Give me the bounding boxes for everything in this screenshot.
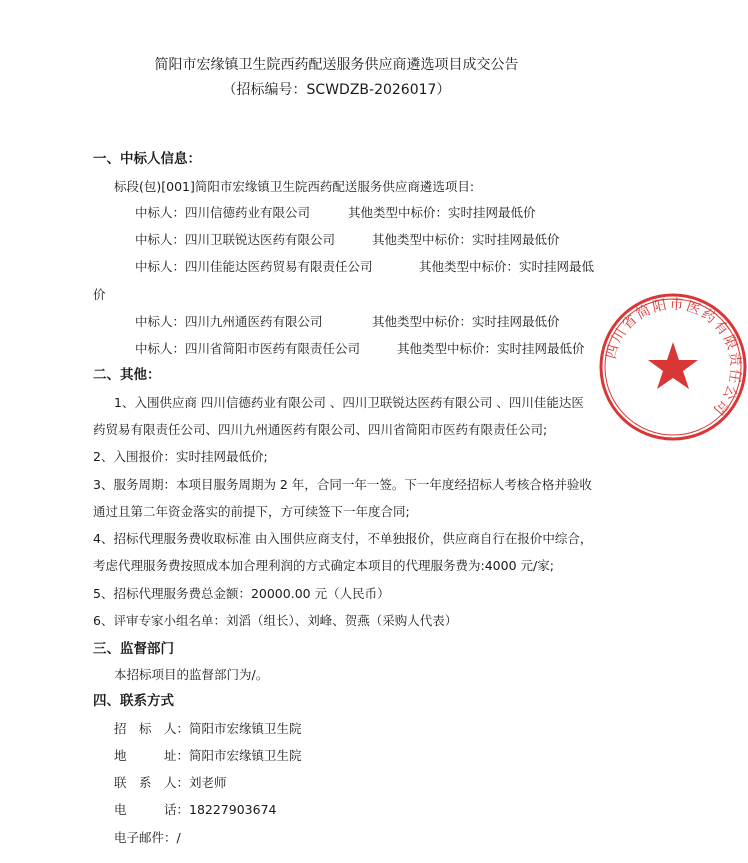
section-heading-winners: 一、中标人信息： — [93, 151, 201, 167]
contact-row: 电子邮件：/ — [114, 830, 181, 845]
contact-row: 联 系 人：刘老师 — [114, 775, 227, 790]
winner-name: 中标人：四川省简阳市医药有限责任公司 — [135, 341, 361, 356]
winner-name: 中标人：四川卫联锐达医药有限公司 — [135, 232, 336, 247]
contact-row: 地 址：简阳市宏缘镇卫生院 — [114, 748, 302, 763]
contact-row: 电 话：18227903674 — [114, 802, 277, 817]
paragraph: 通过且第二年资金落实的前提下，方可续签下一年度合同; — [93, 504, 410, 519]
tender-number: （招标编号：SCWDZB-2026017） — [222, 82, 451, 98]
paragraph: 2、入围报价：实时挂网最低价; — [93, 449, 268, 464]
paragraph: 3、服务周期：本项目服务周期为 2 年，合同一年一签。下一年度经招标人考核合格并验收 — [93, 477, 592, 492]
paragraph: 4、招标代理服务费收取标准 由入围供应商支付，不单独报价，供应商自行在报价中综合， — [93, 531, 593, 546]
seal-text: 四川省简阳市医药有限责任公司 — [603, 296, 744, 419]
winner-price: 其他类型中标价：实时挂网最低价 — [397, 341, 585, 356]
paragraph: 考虑代理服务费按照成本加合理利润的方式确定本项目的代理服务费为:4000 元/家; — [93, 558, 554, 573]
paragraph: 6、评审专家小组名单：刘滔（组长）、刘峰、贺燕（采购人代表） — [93, 613, 458, 628]
winner-name: 中标人：四川九州通医药有限公司 — [135, 314, 323, 329]
winner-price: 其他类型中标价：实时挂网最低 — [419, 259, 595, 274]
section-heading-other: 二、其他： — [93, 367, 161, 383]
page-title: 简阳市宏缘镇卫生院西药配送服务供应商遴选项目成交公告 — [154, 57, 519, 73]
supervision-text: 本招标项目的监督部门为/。 — [114, 667, 269, 682]
paragraph: 药贸易有限责任公司、四川九州通医药有限公司、四川省简阳市医药有限责任公司; — [93, 422, 548, 437]
winner-price: 其他类型中标价：实时挂网最低价 — [372, 314, 560, 329]
winner-price: 其他类型中标价：实时挂网最低价 — [348, 205, 536, 220]
lot-description: 标段(包)[001]简阳市宏缘镇卫生院西药配送服务供应商遴选项目: — [114, 179, 475, 194]
paragraph: 5、招标代理服务费总金额：20000.00 元（人民币） — [93, 586, 390, 601]
section-heading-contact: 四、联系方式 — [93, 693, 174, 709]
contact-row: 招 标 人：简阳市宏缘镇卫生院 — [114, 721, 302, 736]
section-heading-supervision: 三、监督部门 — [93, 641, 174, 657]
winner-name: 中标人：四川佳能达医药贸易有限责任公司 — [135, 259, 373, 274]
star-icon — [648, 342, 698, 389]
company-seal — [598, 292, 748, 442]
paragraph: 1、入围供应商 四川信德药业有限公司 、四川卫联锐达医药有限公司 、四川佳能达医 — [114, 395, 584, 410]
winner-price-continued: 价 — [93, 287, 106, 302]
winner-name: 中标人：四川信德药业有限公司 — [135, 205, 311, 220]
winner-price: 其他类型中标价：实时挂网最低价 — [372, 232, 560, 247]
